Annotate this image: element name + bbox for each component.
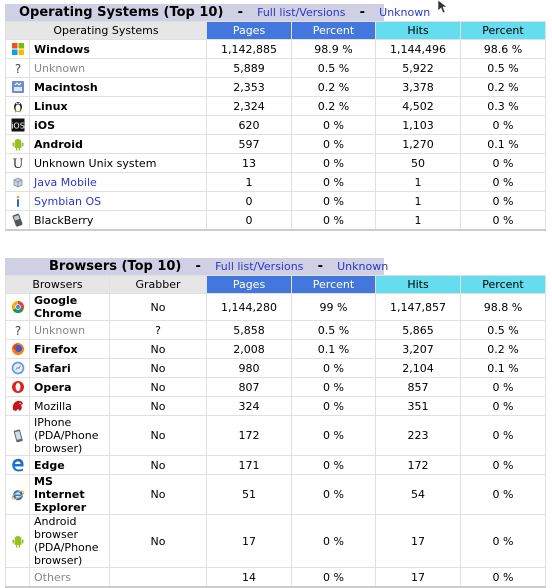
table-row <box>6 59 546 78</box>
pages-percent-value: 0 % <box>292 192 376 211</box>
hits-value: 857 <box>376 378 461 397</box>
hits-percent-value: 0 % <box>461 378 546 397</box>
os-name: Windows <box>30 40 207 59</box>
browser-name: MS Internet Explorer <box>30 475 110 515</box>
chrome-icon <box>11 300 25 314</box>
hits-value: 223 <box>376 416 461 456</box>
table-row <box>6 475 546 515</box>
pages-value: 2,353 <box>207 78 292 97</box>
pages-percent-value: 0 % <box>292 416 376 456</box>
hits-value: 1,103 <box>376 116 461 135</box>
table-row <box>6 40 546 59</box>
pages-percent-value: 0 % <box>292 397 376 416</box>
grabber-value: ? <box>110 321 207 340</box>
pages-value: 51 <box>207 475 292 515</box>
hits-percent-value: 0 % <box>461 475 546 515</box>
browsers-caption <box>5 258 389 275</box>
firefox-icon <box>11 342 25 356</box>
os-icon-cell <box>6 192 30 211</box>
os-name: Macintosh <box>30 78 207 97</box>
browser-name: Safari <box>30 359 110 378</box>
header-pages: Pages <box>207 22 292 40</box>
os-icon-cell <box>6 78 30 97</box>
table-row <box>6 154 546 173</box>
edge-icon <box>11 458 25 472</box>
pages-value: 5,858 <box>207 321 292 340</box>
hits-percent-value: 0.5 % <box>461 59 546 78</box>
svg-text:?: ? <box>14 324 21 337</box>
caption-separator: - <box>237 5 243 20</box>
grabber-value: No <box>110 416 207 456</box>
table-row <box>6 456 546 475</box>
pages-value: 980 <box>207 359 292 378</box>
os-icon-cell <box>6 97 30 116</box>
pages-percent-value: 99 % <box>292 294 376 321</box>
question-icon <box>11 323 25 337</box>
table-row <box>6 97 546 116</box>
os-name: iOS <box>30 116 207 135</box>
hits-value: 5,922 <box>376 59 461 78</box>
browser-icon-cell <box>6 475 30 515</box>
hits-percent-value: 0 % <box>461 397 546 416</box>
unix-icon <box>11 156 25 170</box>
hits-percent-value: 0 % <box>461 568 546 588</box>
pages-value: 17 <box>207 515 292 568</box>
safari-icon <box>11 361 25 375</box>
pages-value: 1 <box>207 173 292 192</box>
hits-percent-value: 0 % <box>461 515 546 568</box>
os-icon-cell <box>6 116 30 135</box>
windows-icon <box>11 42 25 56</box>
opera-icon <box>11 380 25 394</box>
os-name: BlackBerry <box>30 211 207 231</box>
pages-percent-value: 0.5 % <box>292 321 376 340</box>
hits-value: 1,270 <box>376 135 461 154</box>
header-browsers: Browsers <box>6 276 110 294</box>
grabber-value: No <box>110 397 207 416</box>
hits-percent-value: 0 % <box>461 456 546 475</box>
grabber-value: No <box>110 359 207 378</box>
header-operating-systems: Operating Systems <box>6 22 207 40</box>
hits-value: 5,865 <box>376 321 461 340</box>
browser-name: Mozilla <box>30 397 110 416</box>
browser-name: Android browser (PDA/Phone browser) <box>30 515 110 568</box>
table-row <box>6 515 546 568</box>
header-hits: Hits <box>376 276 461 294</box>
header-hits: Hits <box>376 22 461 40</box>
pages-percent-value: 0 % <box>292 475 376 515</box>
browser-name: IPhone (PDA/Phone browser) <box>30 416 110 456</box>
browser-name: Google Chrome <box>30 294 110 321</box>
pages-percent-value: 0 % <box>292 211 376 231</box>
browsers-table <box>5 275 546 588</box>
browser-name: Others <box>30 568 110 588</box>
os-icon-cell <box>6 173 30 192</box>
table-row <box>6 359 546 378</box>
pages-value: 2,008 <box>207 340 292 359</box>
pages-percent-value: 0 % <box>292 359 376 378</box>
hits-percent-value: 0 % <box>461 416 546 456</box>
grabber-value: No <box>110 294 207 321</box>
table-row <box>6 192 546 211</box>
pages-value: 13 <box>207 154 292 173</box>
hits-percent-value: 98.8 % <box>461 294 546 321</box>
os-title: Operating Systems (Top 10) <box>19 5 224 20</box>
browser-icon-cell <box>6 359 30 378</box>
caption-separator: - <box>195 259 201 274</box>
pages-percent-value: 0 % <box>292 154 376 173</box>
pages-value: 14 <box>207 568 292 588</box>
android-icon <box>11 534 25 548</box>
hits-value: 17 <box>376 515 461 568</box>
os-name: Linux <box>30 97 207 116</box>
browsers-full-list-link[interactable]: Full list/Versions <box>215 260 304 273</box>
mozilla-icon <box>11 399 25 413</box>
android-icon <box>11 137 25 151</box>
header-percent-pages: Percent <box>292 276 376 294</box>
table-row <box>6 78 546 97</box>
os-section <box>5 4 545 231</box>
pages-value: 1,144,280 <box>207 294 292 321</box>
browser-icon-cell <box>6 515 30 568</box>
browser-icon-cell <box>6 378 30 397</box>
hits-value: 17 <box>376 568 461 588</box>
table-row <box>6 211 546 231</box>
blackberry-icon <box>11 213 25 227</box>
table-row <box>6 568 546 588</box>
pages-percent-value: 0 % <box>292 568 376 588</box>
iphone-icon <box>11 429 25 443</box>
header-percent-pages: Percent <box>292 22 376 40</box>
hits-percent-value: 0 % <box>461 173 546 192</box>
table-row <box>6 294 546 321</box>
hits-percent-value: 0.5 % <box>461 321 546 340</box>
ios-icon <box>11 118 25 132</box>
hits-percent-value: 0.2 % <box>461 78 546 97</box>
browser-name: Edge <box>30 456 110 475</box>
caption-separator: - <box>317 259 323 274</box>
pages-value: 620 <box>207 116 292 135</box>
hits-percent-value: 0.1 % <box>461 135 546 154</box>
table-row <box>6 173 546 192</box>
hits-value: 3,378 <box>376 78 461 97</box>
header-percent-hits: Percent <box>461 276 546 294</box>
linux-icon <box>11 99 25 113</box>
os-name: Unknown <box>30 59 207 78</box>
hits-value: 1,144,496 <box>376 40 461 59</box>
svg-text:?: ? <box>14 62 21 75</box>
pages-percent-value: 0 % <box>292 378 376 397</box>
pages-percent-value: 0 % <box>292 135 376 154</box>
browsers-header-row <box>6 276 546 294</box>
os-caption <box>5 4 431 21</box>
question-icon <box>11 61 25 75</box>
table-row <box>6 416 546 456</box>
browser-icon-cell <box>6 456 30 475</box>
hits-percent-value: 0 % <box>461 192 546 211</box>
os-icon-cell <box>6 59 30 78</box>
browser-name: Unknown <box>30 321 110 340</box>
grabber-value: No <box>110 515 207 568</box>
os-name[interactable]: Symbian OS <box>30 192 207 211</box>
hits-value: 1 <box>376 211 461 231</box>
hits-percent-value: 0.3 % <box>461 97 546 116</box>
os-table <box>5 21 546 231</box>
header-grabber: Grabber <box>110 276 207 294</box>
hits-percent-value: 0.1 % <box>461 359 546 378</box>
browsers-section <box>5 258 545 588</box>
svg-text:iOS: iOS <box>10 121 25 131</box>
header-pages: Pages <box>207 276 292 294</box>
grabber-value <box>110 568 207 588</box>
pages-value: 597 <box>207 135 292 154</box>
os-icon-cell <box>6 135 30 154</box>
pages-value: 324 <box>207 397 292 416</box>
hits-percent-value: 98.6 % <box>461 40 546 59</box>
hits-value: 54 <box>376 475 461 515</box>
table-row <box>6 321 546 340</box>
header-percent-hits: Percent <box>461 22 546 40</box>
pages-percent-value: 0 % <box>292 515 376 568</box>
hits-value: 3,207 <box>376 340 461 359</box>
pages-value: 171 <box>207 456 292 475</box>
pages-value: 807 <box>207 378 292 397</box>
pages-percent-value: 0.2 % <box>292 97 376 116</box>
grabber-value: No <box>110 475 207 515</box>
os-icon-cell <box>6 40 30 59</box>
grabber-value: No <box>110 378 207 397</box>
os-full-list-link[interactable]: Full list/Versions <box>257 6 346 19</box>
os-name[interactable]: Java Mobile <box>30 173 207 192</box>
pages-percent-value: 0 % <box>292 173 376 192</box>
table-row <box>6 397 546 416</box>
hits-percent-value: 0 % <box>461 116 546 135</box>
pages-value: 5,889 <box>207 59 292 78</box>
hits-value: 172 <box>376 456 461 475</box>
pages-value: 2,324 <box>207 97 292 116</box>
pages-value: 0 <box>207 192 292 211</box>
hits-value: 2,104 <box>376 359 461 378</box>
browsers-unknown-link[interactable]: Unknown <box>337 260 389 273</box>
browser-icon-cell <box>6 294 30 321</box>
hits-percent-value: 0 % <box>461 154 546 173</box>
table-row <box>6 116 546 135</box>
hits-value: 4,502 <box>376 97 461 116</box>
macintosh-icon <box>11 80 25 94</box>
grabber-value: No <box>110 456 207 475</box>
svg-text:U: U <box>12 157 23 170</box>
os-name: Android <box>30 135 207 154</box>
pages-percent-value: 0.1 % <box>292 340 376 359</box>
grabber-value: No <box>110 340 207 359</box>
pages-percent-value: 98.9 % <box>292 40 376 59</box>
browser-name: Opera <box>30 378 110 397</box>
java-icon <box>11 175 25 189</box>
symbian-icon <box>11 194 25 208</box>
hits-value: 1 <box>376 192 461 211</box>
pages-percent-value: 0.5 % <box>292 59 376 78</box>
hits-value: 1,147,857 <box>376 294 461 321</box>
os-icon-cell <box>6 211 30 231</box>
table-row <box>6 135 546 154</box>
os-header-row <box>6 22 546 40</box>
pages-value: 1,142,885 <box>207 40 292 59</box>
msie-icon <box>11 488 25 502</box>
os-name: Unknown Unix system <box>30 154 207 173</box>
table-row <box>6 340 546 359</box>
browser-icon-cell <box>6 321 30 340</box>
hits-value: 1 <box>376 173 461 192</box>
os-unknown-link[interactable]: Unknown <box>379 6 431 19</box>
caption-separator: - <box>359 5 366 20</box>
pages-percent-value: 0 % <box>292 116 376 135</box>
hits-percent-value: 0 % <box>461 211 546 231</box>
browser-icon-cell <box>6 397 30 416</box>
browser-name: Firefox <box>30 340 110 359</box>
browser-icon-cell <box>6 568 30 588</box>
browsers-title: Browsers (Top 10) <box>49 259 182 274</box>
browser-icon-cell <box>6 340 30 359</box>
table-row <box>6 378 546 397</box>
pages-percent-value: 0.2 % <box>292 78 376 97</box>
pages-value: 172 <box>207 416 292 456</box>
browser-icon-cell <box>6 416 30 456</box>
pages-value: 0 <box>207 211 292 231</box>
pages-percent-value: 0 % <box>292 456 376 475</box>
hits-value: 351 <box>376 397 461 416</box>
hits-percent-value: 0.2 % <box>461 340 546 359</box>
os-icon-cell <box>6 154 30 173</box>
hits-value: 50 <box>376 154 461 173</box>
